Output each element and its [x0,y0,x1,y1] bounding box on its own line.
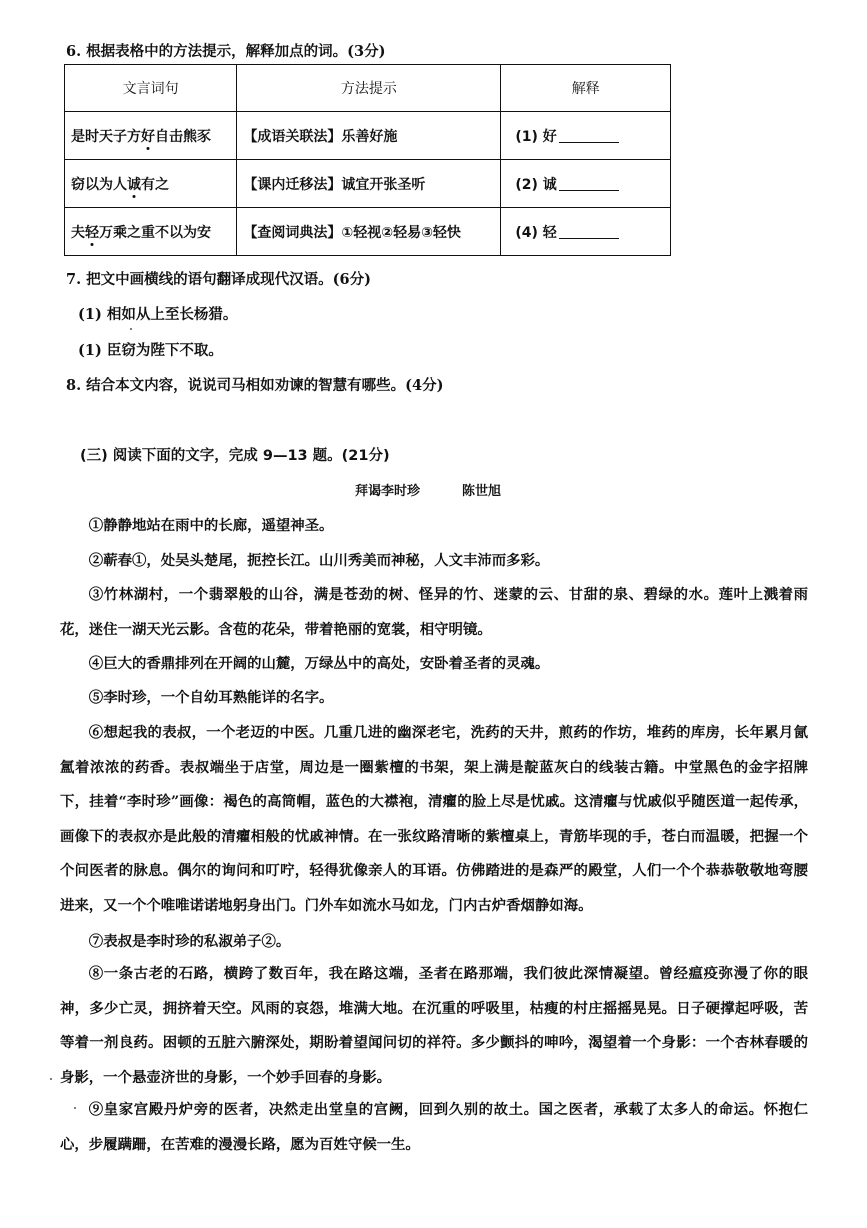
paragraph: ⑥想起我的表叔，一个老迈的中医。几重几进的幽深老宅，洗药的天井，煎药的作坊，堆药的库房，长年累月氤氲着浓浓的药香。表叔端坐于店堂，周边是一圈紫檀的书架，架上满是靛蓝灰白的线装古籍。中堂黑色的金字招牌下，挂着“李时珍”画像：褐色的高筒帽，蓝色的大襟袍，清癯的脸上尽是忧戚。这清癯与忧戚似乎随医道一起传承，画像下的表叔亦是此般的清癯相般的忧戚神情。在一张纹路清晰的紫檀桌上，青筋毕现的手，苍白而温暖，把握一个个问医者的脉息。偶尔的询问和叮咛，轻得犹像亲人的耳语。仿佛踏进的是森严的殿堂，人们一个个恭恭敬敬地弯腰进来，又一个个唯唯诺诺地躬身出门。门外车如流水马如龙，门内古炉香烟静如海。 [60,724,808,914]
q7-item: (1) 臣窃为陛下不取。 [78,342,223,359]
dotted-word: 诚 [127,176,141,193]
table-row [65,208,671,256]
paragraph: ④巨大的香鼎排列在开阔的山麓，万绿丛中的高处，安卧着圣者的灵魂。 [88,655,550,672]
dotted-word: 好 [141,128,155,145]
article-author: 陈世旭 [462,484,502,499]
answer-cell: (4) 轻 [501,208,671,256]
table-row [65,112,671,160]
paragraph: ⑧一条古老的石路，横跨了数百年，我在路这端，圣者在路那端，我们彼此深情凝望。曾经瘟疫弥漫了你的眼神，多少亡灵，拥挤着天空。风雨的哀怨，堆满大地。在沉重的呼吸里，枯瘦的村庄摇摇晃晃。日子硬撑起呼吸，苦等着一剂良药。困顿的五脏六腑深处，期盼着望闻问切的祥符。多少颤抖的呻吟，渴望着一个身影：一个杏林春暖的身影，一个悬壶济世的身影，一个妙手回春的身影。 [60,965,808,1086]
phrase-cell: 窃以为人诚有之 [65,160,237,208]
answer-cell: (2) 诚 [501,160,671,208]
paragraph: ①静静地站在雨中的长廊，遥望神圣。 [88,517,334,534]
table-header: 文言词句 [65,65,237,112]
paragraph: ②蕲春①，处吴头楚尾，扼控长江。山川秀美而神秘，人文丰沛而多彩。 [88,552,550,569]
answer-blank[interactable] [559,128,619,143]
table-header: 方法提示 [237,65,501,112]
vocab-table [64,64,671,256]
answer-cell: (1) 好 [501,112,671,160]
answer-blank[interactable] [559,176,619,191]
dotted-word: 轻 [85,224,99,241]
phrase-cell: 是时天子方好自击熊豕 [65,112,237,160]
q7-title: 7. 把文中画横线的语句翻译成现代汉语。(6分) [66,271,371,288]
scan-speck [50,1078,52,1080]
q7-item: (1) 相如从上至长杨猎。 [78,306,238,323]
scan-speck [74,1107,76,1109]
q6-title: 6. 根据表格中的方法提示，解释加点的词。(3分) [66,43,386,60]
table-header: 解释 [501,65,671,112]
article-title: 拜谒李时珍 [355,484,421,499]
article-heading [355,480,501,499]
table-header-row [65,65,671,112]
paragraph: ⑦表叔是李时珍的私淑弟子②。 [88,933,291,950]
scan-speck [130,328,132,330]
phrase-cell: 夫轻万乘之重不以为安 [65,208,237,256]
table-row [65,160,671,208]
hint-cell: 【成语关联法】乐善好施 [237,112,501,160]
hint-cell: 【课内迁移法】诚宜开张圣听 [237,160,501,208]
hint-cell: 【查阅词典法】①轻视②轻易③轻快 [237,208,501,256]
paragraph: ③竹林湖村，一个翡翠般的山谷，满是苍劲的树、怪异的竹、迷蒙的云、甘甜的泉、碧绿的水。莲叶上溅着雨花，迷住一湖天光云影。含苞的花朵，带着艳丽的宽裳，相守明镜。 [60,586,808,638]
paragraph: ⑤李时珍，一个自幼耳熟能详的名字。 [88,689,334,706]
answer-blank[interactable] [559,224,619,239]
section-title: (三) 阅读下面的文字，完成 9—13 题。(21分) [80,448,390,464]
paragraph: ⑨皇家宫殿丹炉旁的医者，决然走出堂皇的宫阙，回到久别的故土。国之医者，承载了太多人的命运。怀抱仁心，步履蹒跚，在苦难的漫漫长路，愿为百姓守候一生。 [60,1101,808,1153]
q8-title: 8. 结合本文内容，说说司马相如劝谏的智慧有哪些。(4分) [66,377,444,394]
